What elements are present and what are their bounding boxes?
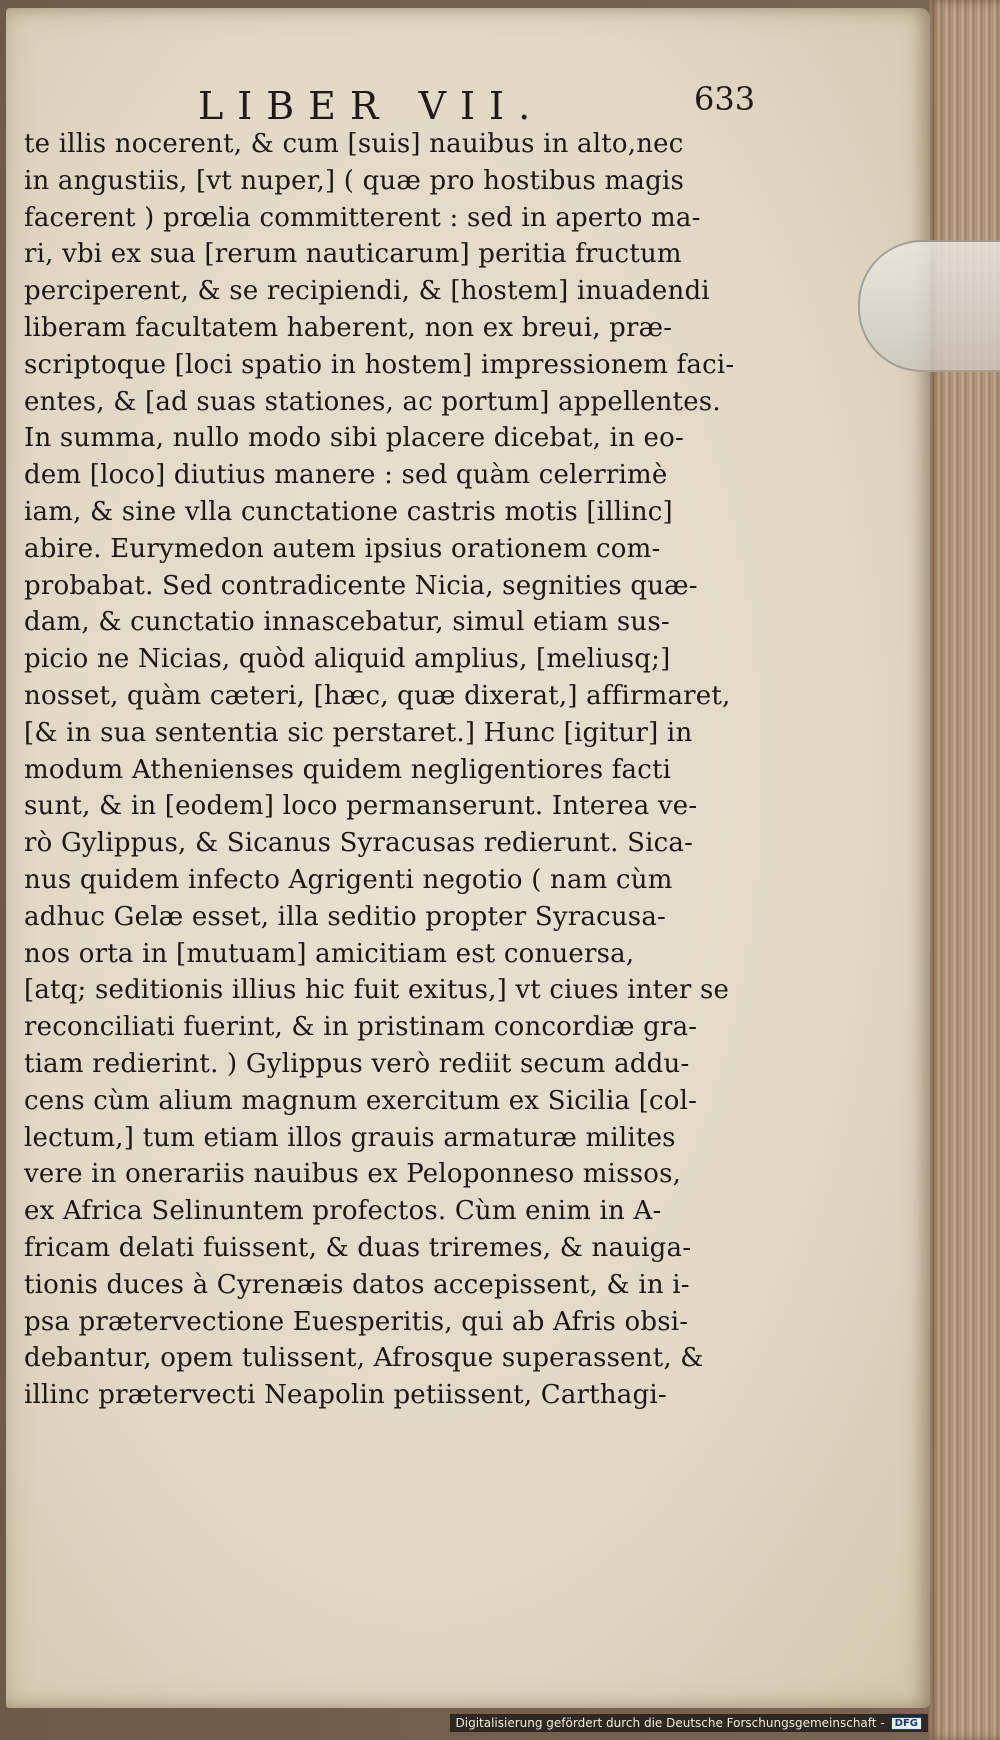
text-line: [atq; seditionis illius hic fuit exitus,] vt ciues inter se bbox=[24, 975, 730, 1006]
text-line: probabat. Sed contradicente Nicia, segnities quæ- bbox=[24, 570, 698, 601]
credit-text: Digitalisierung gefördert durch die Deutsche Forschungsgemeinschaft - bbox=[455, 1716, 885, 1730]
text-line: in angustiis, [vt nuper,] ( quæ pro hostibus magis bbox=[24, 165, 685, 196]
text-line: tionis duces à Cyrenæis datos accepissent, & in i- bbox=[24, 1269, 690, 1300]
text-line: dam, & cunctatio innascebatur, simul etiam sus- bbox=[24, 607, 670, 638]
text-block bbox=[24, 126, 764, 1414]
page-clip bbox=[858, 240, 1000, 372]
running-title: LIBER VII. bbox=[198, 84, 545, 128]
text-line: vere in onerariis nauibus ex Peloponneso missos, bbox=[24, 1159, 682, 1190]
text-line: perciperent, & se recipiendi, & [hostem] inuadendi bbox=[24, 276, 710, 307]
text-line: reconciliati fuerint, & in pristinam concordiæ gra- bbox=[24, 1012, 698, 1043]
text-line: nos orta in [mutuam] amicitiam est conuersa, bbox=[24, 938, 635, 969]
digitization-credit bbox=[450, 1714, 929, 1732]
text-line: fricam delati fuissent, & duas triremes, & nauiga- bbox=[24, 1232, 692, 1263]
text-line: In summa, nullo modo sibi placere dicebat, in eo- bbox=[24, 423, 684, 454]
text-line: picio ne Nicias, quòd aliquid amplius, [meliusq;] bbox=[24, 644, 671, 675]
text-line: te illis nocerent, & cum [suis] nauibus in alto,nec bbox=[24, 129, 684, 159]
text-line: lectum,] tum etiam illos grauis armaturæ milites bbox=[24, 1122, 676, 1153]
text-line: ex Africa Selinuntem profectos. Cùm enim in A- bbox=[24, 1196, 662, 1227]
text-line: abire. Eurymedon autem ipsius orationem com- bbox=[24, 533, 661, 564]
text-line: [& in sua sententia sic perstaret.] Hunc [igitur] in bbox=[24, 717, 693, 748]
book-page bbox=[6, 8, 930, 1708]
text-line: ri, vbi ex sua [rerum nauticarum] peritia fructum bbox=[24, 239, 682, 270]
text-line: nus quidem infecto Agrigenti negotio ( nam cùm bbox=[24, 864, 673, 895]
text-line: scriptoque [loci spatio in hostem] impressionem faci- bbox=[24, 349, 735, 380]
text-line: tiam redierint. ) Gylippus verò rediit secum addu- bbox=[24, 1048, 690, 1079]
text-line: debantur, opem tulissent, Afrosque superassent, & bbox=[24, 1343, 704, 1374]
dfg-logo: DFG bbox=[891, 1717, 922, 1730]
text-line: cens cùm alium magnum exercitum ex Sicilia [col- bbox=[24, 1085, 698, 1116]
text-line: dem [loco] diutius manere : sed quàm celerrimè bbox=[24, 460, 668, 491]
text-line: nosset, quàm cæteri, [hæc, quæ dixerat,] affirmaret, bbox=[24, 680, 731, 711]
text-line: rò Gylippus, & Sicanus Syracusas redierunt. Sica- bbox=[24, 828, 694, 859]
text-line: sunt, & in [eodem] loco permanserunt. Interea ve- bbox=[24, 791, 698, 822]
text-line: entes, & [ad suas stationes, ac portum] appellentes. bbox=[24, 386, 721, 417]
text-line: psa prætervectione Euesperitis, qui ab Afris obsi- bbox=[24, 1306, 689, 1337]
text-line: illinc prætervecti Neapolin petiissent, Carthagi- bbox=[24, 1380, 667, 1411]
text-line: facerent ) prœlia committerent : sed in aperto ma- bbox=[24, 202, 701, 233]
text-line: iam, & sine vlla cunctatione castris motis [illinc] bbox=[24, 496, 673, 527]
text-line: adhuc Gelæ esset, illa seditio propter Syracusa- bbox=[24, 901, 667, 932]
text-line: liberam facultatem haberent, non ex breui, præ- bbox=[24, 312, 673, 343]
text-line: modum Athenienses quidem negligentiores facti bbox=[24, 754, 672, 785]
page-number: 633 bbox=[694, 80, 756, 118]
